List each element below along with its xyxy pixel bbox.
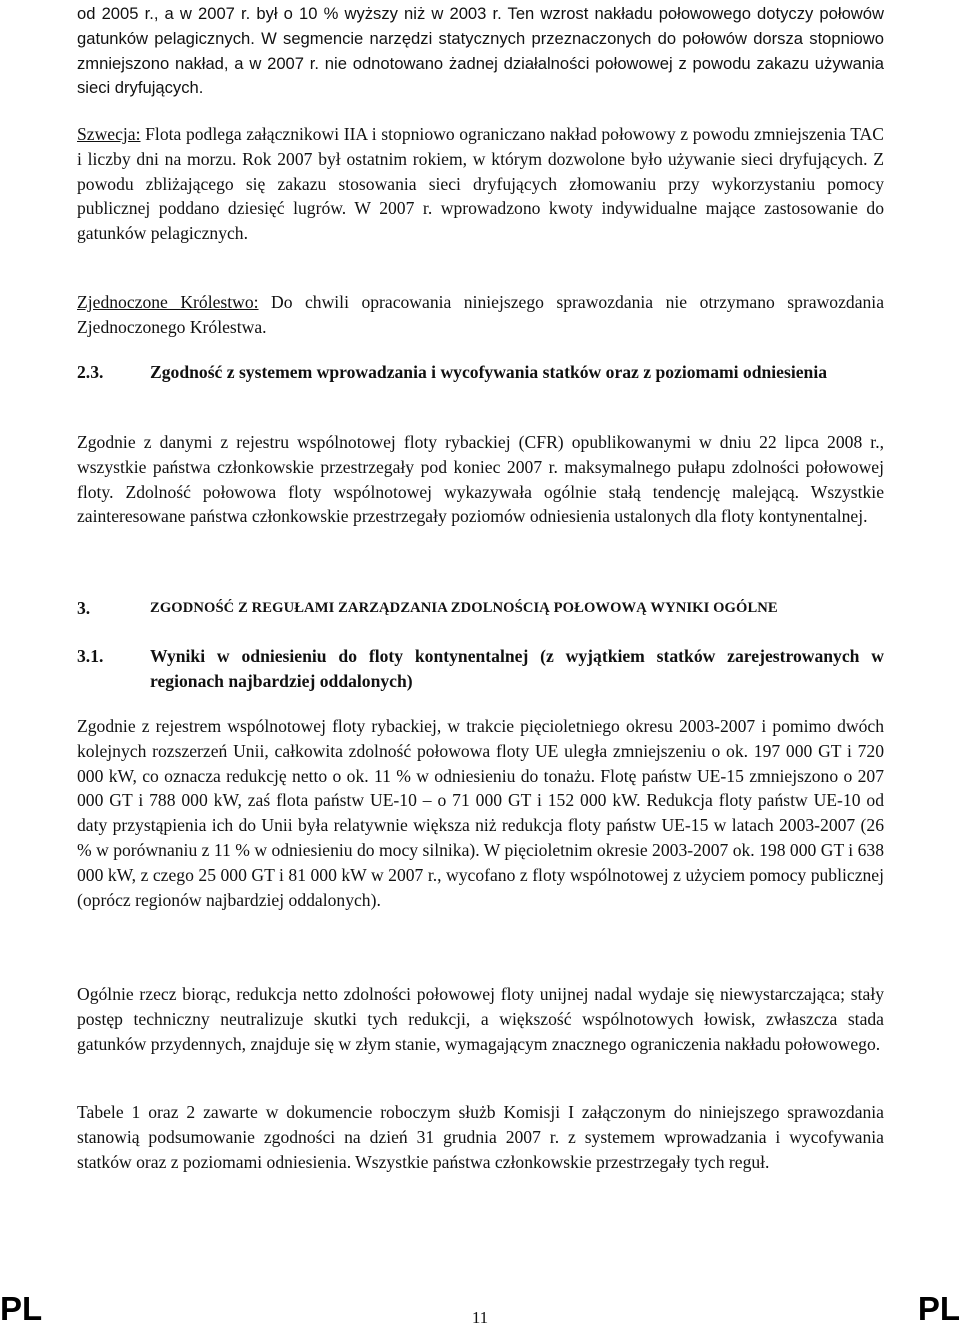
page-number: 11 bbox=[471, 1308, 489, 1327]
section-number-3: 3. bbox=[77, 598, 91, 618]
footer-language-left: PL bbox=[0, 1290, 43, 1327]
section-number-3-1: 3.1. bbox=[77, 646, 104, 666]
uk-text: Do chwili opracowania niniejszego sprawozdania nie otrzymano sprawozdania Zjednoczonego Królestwa. bbox=[77, 292, 884, 337]
sweden-label: Szwecja: bbox=[77, 124, 141, 144]
section-title-3-1: Wyniki w odniesieniu do floty kontynentalnej (z wyjątkiem statków zarejestrowanych w regionach najbardziej oddalonych) bbox=[150, 646, 884, 691]
uk-label: Zjednoczone Królestwo: bbox=[77, 292, 259, 312]
section-number-2-3: 2.3. bbox=[77, 362, 104, 382]
paragraph-fleet-reduction: Zgodnie z rejestrem wspólnotowej floty rybackiej, w trakcie pięcioletniego okresu 2003-2007 i pomimo dwóch kolejnych rozszerzeń Unii, całkowita zdolność połowowa floty UE uległa zmniejszeniu o ok. 197 000 GT i 720 000 kW, co oznacza redukcję netto o ok. 11 % w odniesieniu do tonażu. Flotę państw UE-15 zmniejszono o 207 000 GT i 788 000 kW, zaś flota państw UE-10 – o 71 000 GT i 152 000 kW. Redukcja floty państw UE-10 od daty przystąpienia ich do Unii była relatywnie większa niż redukcja floty państw UE-15 w latach 2003-2007 (26 % w porównaniu z 11 % w odniesieniu do mocy silnika). W pięcioletnim okresie 2003-2007 ok. 198 000 GT i 638 000 kW, z czego 25 000 GT i 81 000 kW w 2007 r., wycofano z floty wspólnotowej z użyciem pomocy publicznej (oprócz regionów najbardziej oddalonych). bbox=[77, 716, 884, 910]
paragraph-cfr-compliance: Zgodnie z danymi z rejestru wspólnotowej floty rybackiej (CFR) opublikowanymi w dniu 22 lipca 2008 r., wszystkie państwa członkowskie przestrzegały pod koniec 2007 r. maksymalnego pułapu zdolności połowowej floty. Zdolność połowowa floty wspólnotowej wykazywała ogólnie stałą tendencję malejącą. Wszystkie zainteresowane państwa członkowskie przestrzegały poziomów odniesienia ustalonych dla floty kontynentalnej. bbox=[77, 432, 884, 527]
section-title-2-3: Zgodność z systemem wprowadzania i wycofywania statków oraz z poziomami odniesienia bbox=[150, 362, 828, 382]
section-title-3: ZGODNOŚĆ Z REGUŁAMI ZARZĄDZANIA ZDOLNOŚCIĄ POŁOWOWĄ WYNIKI OGÓLNE bbox=[150, 600, 778, 616]
sweden-text: Flota podlega załącznikowi IIA i stopniowo ograniczano nakład połowowy z powodu zmniejszenia TAC i liczby dni na morzu. Rok 2007 był ostatnim rokiem, w którym dozwolone było używanie sieci dryfujących. Z powodu zbliżającego się zakazu stosowania sieci dryfujących złomowaniu przy wykorzystaniu pomocy publicznej poddano dziesięć lugrów. W 2007 r. wprowadzono kwoty indywidualne mające zastosowanie do gatunków pelagicznych. bbox=[77, 124, 884, 244]
footer-language-right: PL bbox=[917, 1290, 960, 1327]
paragraph-united-kingdom bbox=[77, 290, 884, 340]
paragraph-fleet-effort: od 2005 r., a w 2007 r. był o 10 % wyższy niż w 2003 r. Ten wzrost nakładu połowowego dotyczy połowów gatunków pelagicznych. W segmencie narzędzi statycznych przeznaczonych do połowów dorsza stopniowo zmniejszono nakład, a w 2007 r. nie odnotowano żadnej działalności połowowej z powodu zakazu używania sieci dryfujących. bbox=[77, 4, 884, 98]
paragraph-sweden bbox=[77, 122, 884, 246]
paragraph-overall-assessment: Ogólnie rzecz biorąc, redukcja netto zdolności połowowej floty unijnej nadal wydaje się niewystarczająca; stały postęp techniczny neutralizuje skutki tych redukcji, a większość wspólnotowych łowisk, zwłaszcza stada gatunków przydennych, znajduje się w złym stanie, wymagającym znacznego ograniczenia nakładu połowowego. bbox=[77, 984, 884, 1054]
paragraph-tables-summary: Tabele 1 oraz 2 zawarte w dokumencie roboczym służb Komisji I załączonym do niniejszego sprawozdania stanowią podsumowanie zgodności na dzień 31 grudnia 2007 r. z systemem wprowadzania i wycofywania statków oraz z poziomami odniesienia. Wszystkie państwa członkowskie przestrzegały tych reguł. bbox=[77, 1102, 884, 1172]
